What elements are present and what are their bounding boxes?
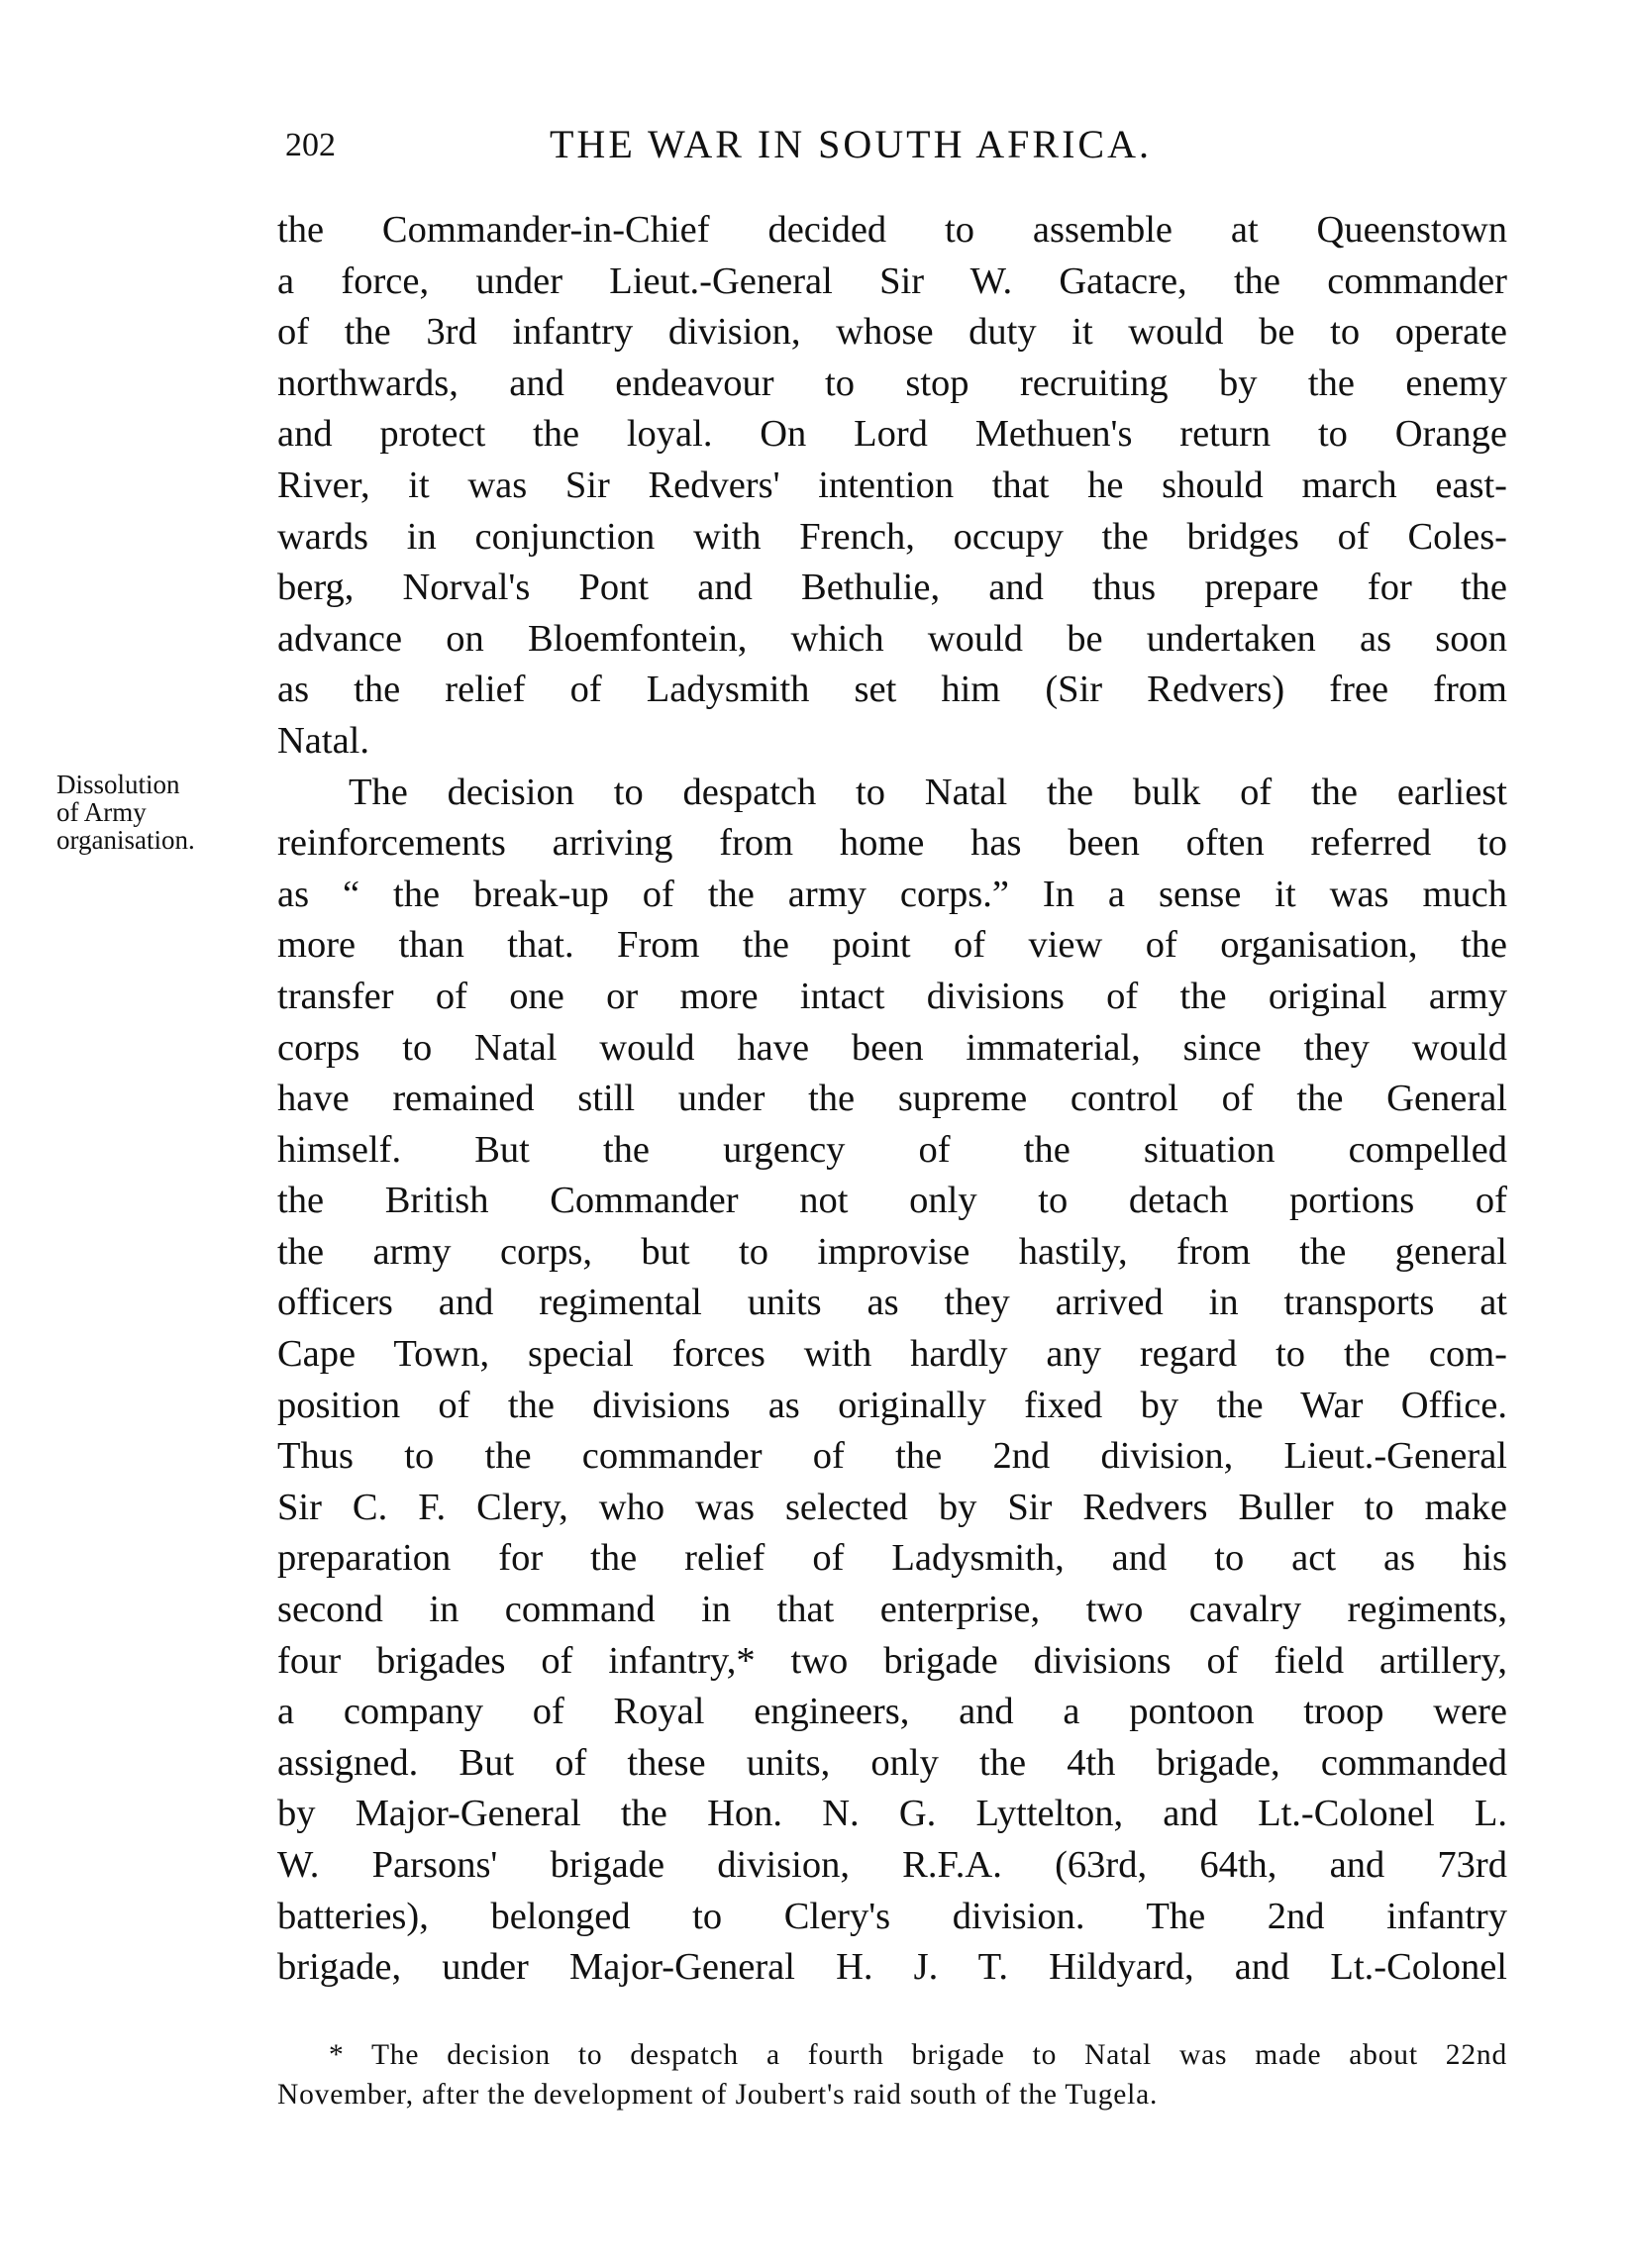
margin-note: [56, 771, 255, 854]
footnote-line: November, after the development of Joubert's raid south of the Tugela.: [277, 2079, 1159, 2111]
margin-note-line: of Army: [56, 797, 147, 827]
margin-note-line: Dissolution: [56, 770, 180, 799]
body-text: [277, 205, 1507, 1994]
text-line: the British Commander not only to detach portions of: [277, 1180, 1507, 1222]
text-line: the Commander-in-Chief decided to assemble at Queenstown: [277, 209, 1507, 251]
text-line: preparation for the relief of Ladysmith, and to act as his: [277, 1537, 1507, 1580]
text-line: Sir C. F. Clery, who was selected by Sir Redvers Buller to make: [277, 1486, 1507, 1528]
text-line: a company of Royal engineers, and a pontoon troop were: [277, 1691, 1507, 1733]
page-number: 202: [285, 127, 336, 163]
text-line: have remained still under the supreme control of the General: [277, 1078, 1507, 1120]
text-line: reinforcements arriving from home has been often referred to: [277, 822, 1507, 865]
text-line: assigned. But of these units, only the 4th brigade, commanded: [277, 1741, 1507, 1784]
text-line: Thus to the commander of the 2nd division, Lieut.-General: [277, 1435, 1507, 1478]
text-line: River, it was Sir Redvers' intention that he should march east-: [277, 464, 1507, 506]
text-line: The decision to despatch to Natal the bulk of the earliest: [349, 771, 1507, 813]
text-line: four brigades of infantry,* two brigade divisions of field artillery,: [277, 1639, 1507, 1682]
text-line: more than that. From the point of view of organisation, the: [277, 924, 1507, 967]
text-line: second in command in that enterprise, two cavalry regiments,: [277, 1589, 1507, 1631]
text-line: the army corps, but to improvise hastily, from the general: [277, 1230, 1507, 1273]
text-line: as the relief of Ladysmith set him (Sir Redvers) free from: [277, 669, 1507, 711]
margin-note-line: organisation.: [56, 825, 195, 855]
text-line: position of the divisions as originally fixed by the War Office.: [277, 1384, 1507, 1426]
text-line: corps to Natal would have been immaterial, since they would: [277, 1026, 1507, 1069]
text-line: batteries), belonged to Clery's division. The 2nd infantry: [277, 1895, 1507, 1937]
text-line: wards in conjunction with French, occupy the bridges of Coles-: [277, 515, 1507, 558]
text-line: brigade, under Major-General H. J. T. Hildyard, and Lt.-Colonel: [277, 1946, 1507, 1989]
text-line: transfer of one or more intact divisions of the original army: [277, 975, 1507, 1017]
text-line: W. Parsons' brigade division, R.F.A. (63rd, 64th, and 73rd: [277, 1844, 1507, 1886]
text-line: berg, Norval's Pont and Bethulie, and thus prepare for the: [277, 567, 1507, 609]
running-head: THE WAR IN SOUTH AFRICA.: [550, 122, 1152, 166]
footnote: [277, 2035, 1507, 2114]
text-line: Natal.: [277, 719, 369, 762]
paragraph-1: [277, 205, 1507, 768]
text-line: as “ the break-up of the army corps.” In a sense it was much: [277, 873, 1507, 915]
text-line: Cape Town, special forces with hardly any regard to the com-: [277, 1333, 1507, 1376]
text-line: and protect the loyal. On Lord Methuen's return to Orange: [277, 413, 1507, 456]
text-line: of the 3rd infantry division, whose duty it would be to operate: [277, 311, 1507, 354]
text-line: officers and regimental units as they arrived in transports at: [277, 1282, 1507, 1324]
text-line: a force, under Lieut.-General Sir W. Gatacre, the commander: [277, 259, 1507, 302]
text-line: advance on Bloemfontein, which would be undertaken as soon: [277, 617, 1507, 660]
text-line: northwards, and endeavour to stop recruiting by the enemy: [277, 361, 1507, 404]
text-line: by Major-General the Hon. N. G. Lyttelton, and Lt.-Colonel L.: [277, 1793, 1507, 1835]
footnote-line: * The decision to despatch a fourth brigade to Natal was made about 22nd: [329, 2039, 1507, 2071]
paragraph-2: [277, 768, 1507, 1994]
text-line: himself. But the urgency of the situation compelled: [277, 1128, 1507, 1171]
